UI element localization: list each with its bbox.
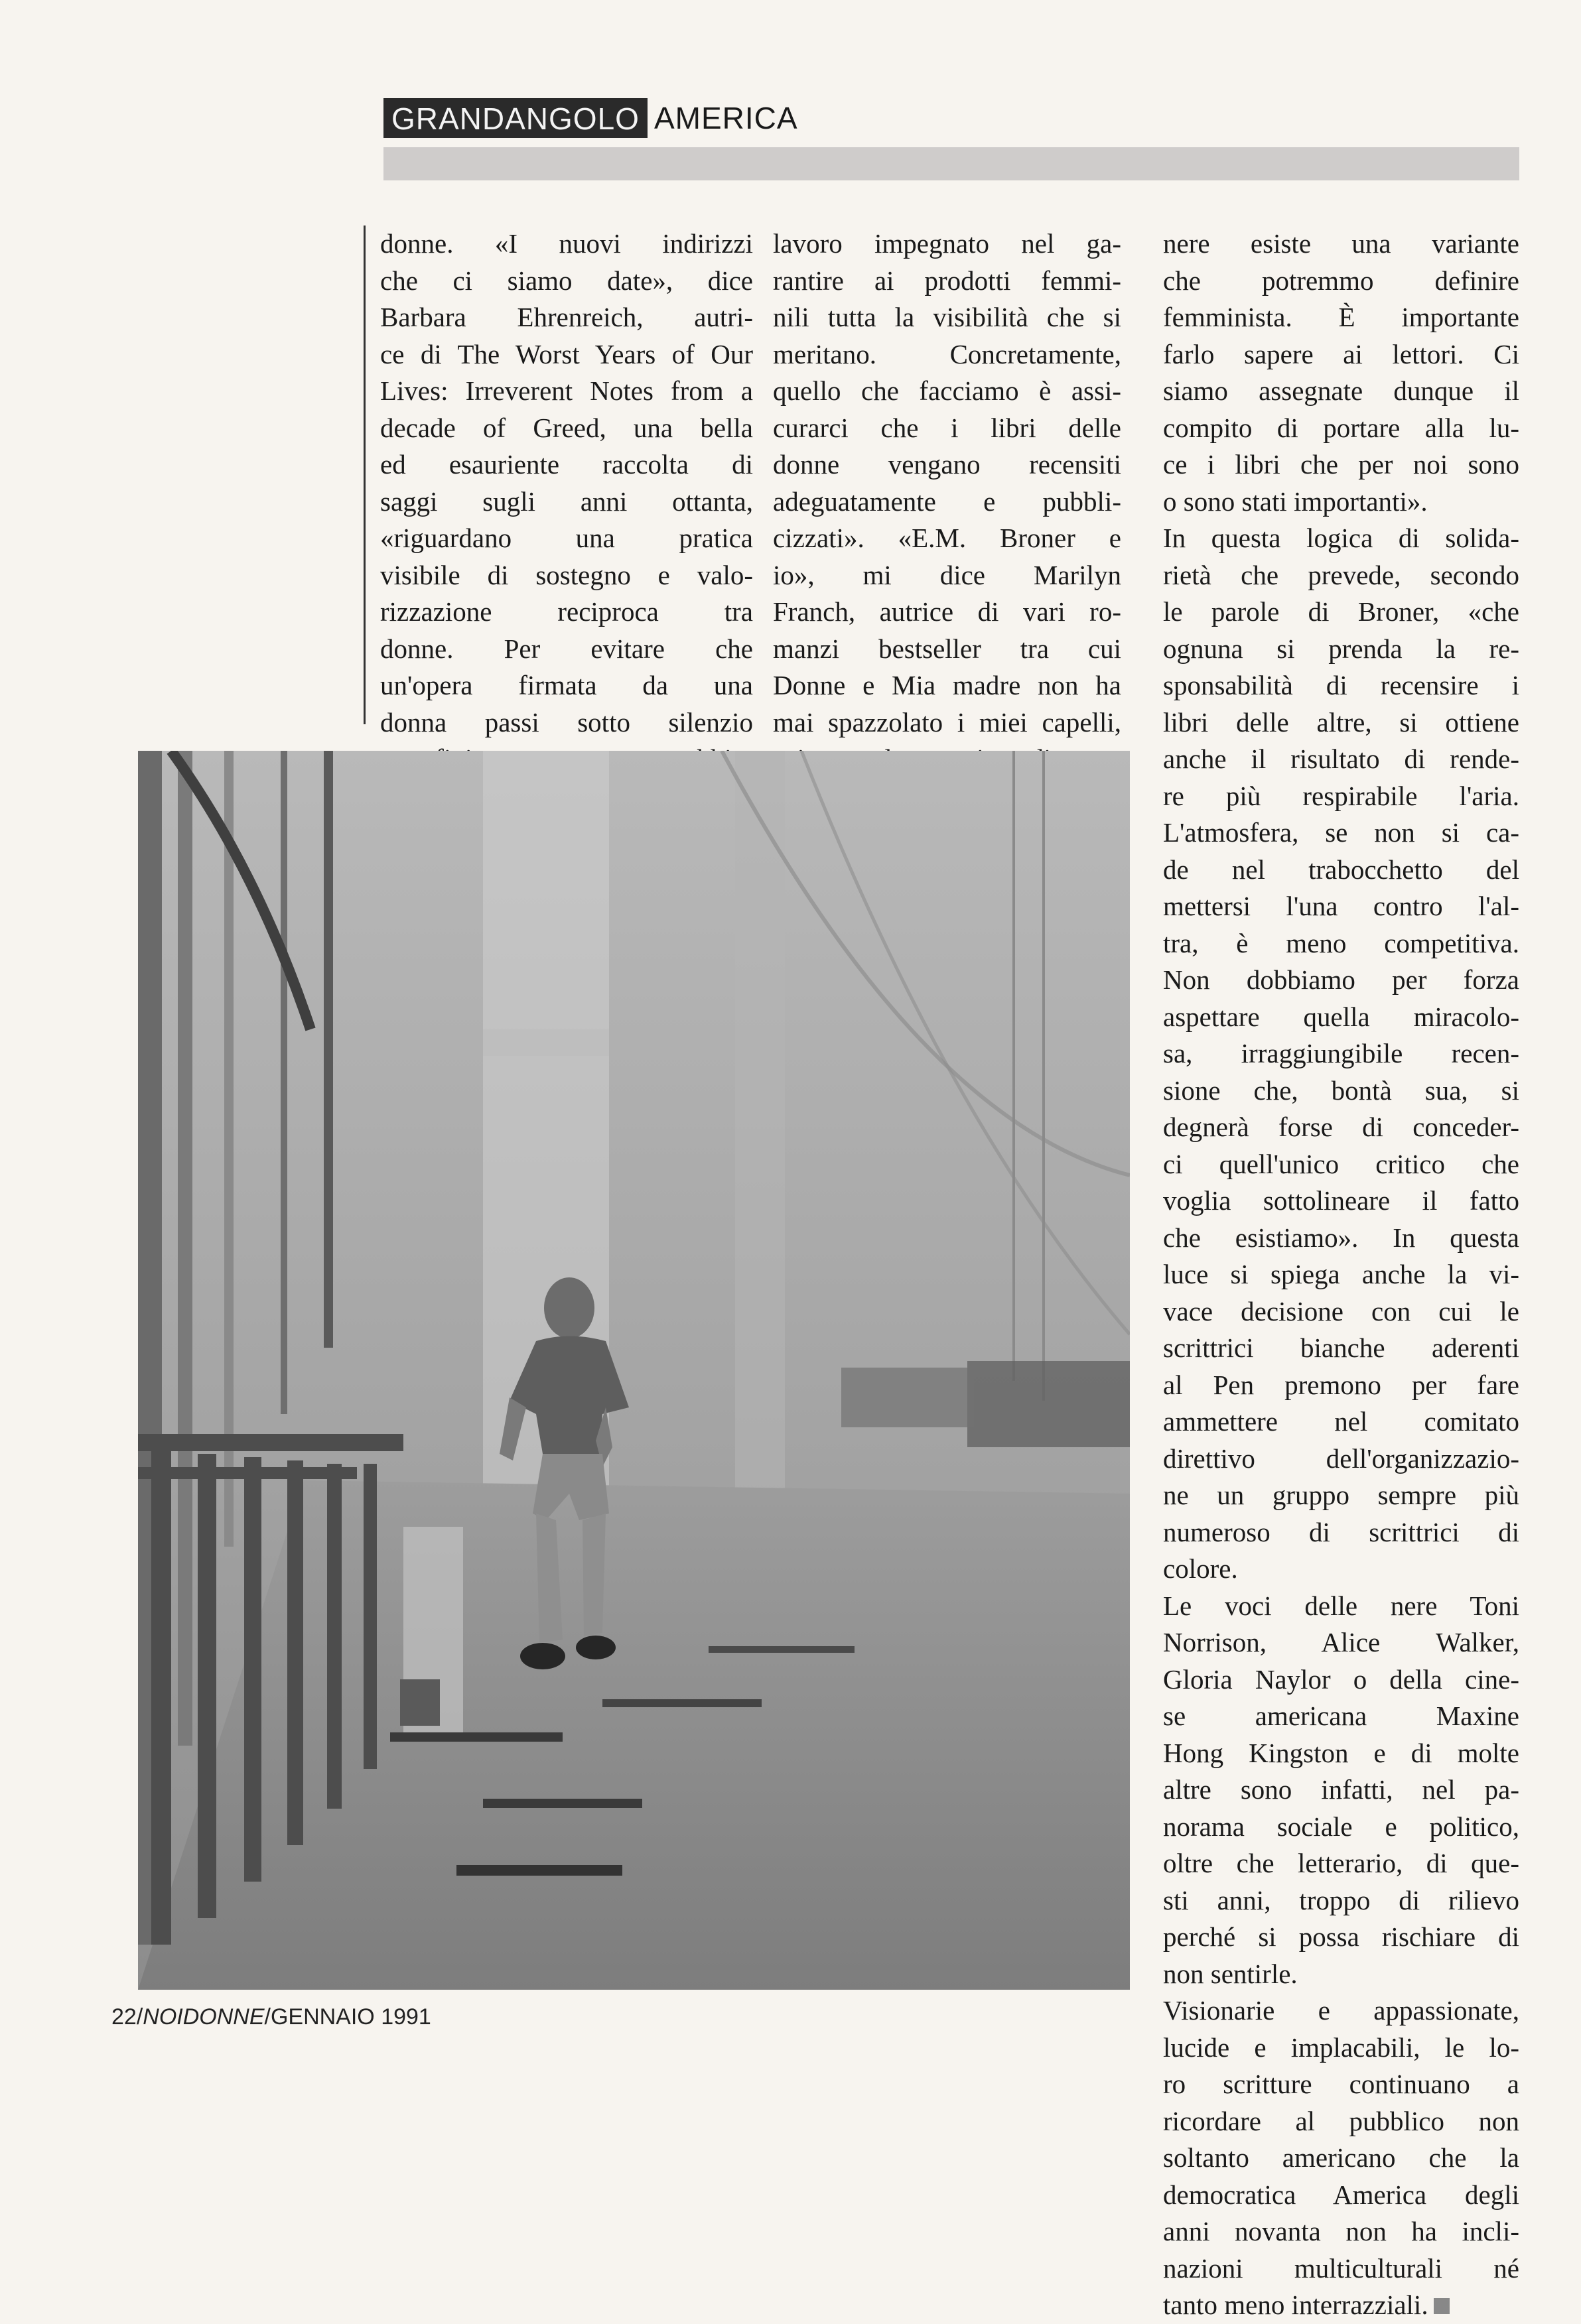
text-line: che esistiamo». In questa bbox=[1163, 1222, 1519, 1253]
text-line: curarci che i libri delle bbox=[773, 412, 1121, 443]
text-line: luce si spiega anche la vi- bbox=[1163, 1259, 1519, 1289]
text-line: Norrison, Alice Walker, bbox=[1163, 1627, 1519, 1657]
text-line: norama sociale e politico, bbox=[1163, 1811, 1519, 1842]
text-line: manzi bestseller tra cui bbox=[773, 633, 1121, 664]
text-line: farlo sapere ai lettori. Ci bbox=[1163, 338, 1519, 369]
text-line: numeroso di scrittrici di bbox=[1163, 1516, 1519, 1547]
text-line: perché si possa rischiare di bbox=[1163, 1921, 1519, 1952]
text-line: ed esauriente raccolta di bbox=[380, 449, 753, 480]
text-line: aspettare quella miracolo- bbox=[1163, 1001, 1519, 1032]
text-line: Hong Kingston e di molte bbox=[1163, 1737, 1519, 1768]
text-line: «riguardano una pratica bbox=[380, 523, 753, 553]
text-line: mai spazzolato i miei capelli, bbox=[773, 706, 1121, 738]
text-line: meritano. Concretamente, bbox=[773, 338, 1121, 369]
text-line: nere esiste una variante bbox=[1163, 228, 1519, 259]
text-line: ognuna si prenda la re- bbox=[1163, 633, 1519, 664]
text-line: visibile di sostegno e valo- bbox=[380, 559, 753, 590]
text-line: Visionarie e appassionate, bbox=[1163, 1995, 1519, 2026]
text-line: lucide e implacabili, le lo- bbox=[1163, 2032, 1519, 2063]
text-line: re più respirabile l'aria. bbox=[1163, 780, 1519, 811]
header-rule bbox=[383, 147, 1519, 180]
text-line: democratica America degli bbox=[1163, 2179, 1519, 2210]
text-line: nili tutta la visibilità che si bbox=[773, 302, 1121, 332]
text-line: ricordare al pubblico non bbox=[1163, 2105, 1519, 2136]
text-line: ce i libri che per noi sono bbox=[1163, 449, 1519, 480]
text-line: degnerà forse di conceder- bbox=[1163, 1112, 1519, 1142]
text-line: mettersi l'una contro l'al- bbox=[1163, 891, 1519, 921]
text-line: al Pen premono per fare bbox=[1163, 1369, 1519, 1400]
text-line: Le voci delle nere Toni bbox=[1163, 1590, 1519, 1621]
text-line: cizzati». «E.M. Broner e bbox=[773, 523, 1121, 553]
section-header bbox=[383, 98, 798, 138]
magazine-name: NOIDONNE bbox=[143, 2004, 265, 2030]
article-column-1 bbox=[364, 226, 753, 738]
text-line: rizzazione reciproca tra bbox=[380, 596, 753, 627]
text-line: sa, irraggiungibile recen- bbox=[1163, 1038, 1519, 1068]
text-line: anche il risultato di rende- bbox=[1163, 743, 1519, 774]
text-line: libri delle altre, si ottiene bbox=[1163, 706, 1519, 738]
text-line: donne. «I nuovi indirizzi bbox=[380, 228, 753, 259]
text-line: decade of Greed, una bella bbox=[380, 412, 753, 443]
text-line: rietà che prevede, secondo bbox=[1163, 559, 1519, 590]
text-line: lavoro impegnato nel ga- bbox=[773, 228, 1121, 259]
text-line: se americana Maxine bbox=[1163, 1701, 1519, 1731]
text-line: sione che, bontà sua, si bbox=[1163, 1074, 1519, 1106]
text-line: femminista. È importante bbox=[1163, 302, 1519, 332]
text-line: ce di The Worst Years of Our bbox=[380, 338, 753, 369]
issue-date: /GENNAIO 1991 bbox=[264, 2004, 431, 2030]
text-line: altre sono infatti, nel pa- bbox=[1163, 1774, 1519, 1805]
text-line: direttivo dell'organizzazio- bbox=[1163, 1443, 1519, 1474]
text-line: colore. bbox=[1163, 1553, 1238, 1584]
text-line: Donne e Mia madre non ha bbox=[773, 670, 1121, 700]
text-line: che potremmo definire bbox=[1163, 265, 1519, 296]
text-line: anni novanta non ha incli- bbox=[1163, 2216, 1519, 2246]
text-line: siamo assegnate dunque il bbox=[1163, 375, 1519, 406]
topic-label: AMERICA bbox=[653, 101, 798, 135]
text-line: donne. Per evitare che bbox=[380, 633, 753, 664]
text-line: adeguatamente e pubbli- bbox=[773, 485, 1121, 517]
text-line: che ci siamo date», dice bbox=[380, 265, 753, 296]
text-line: sponsabilità di recensire i bbox=[1163, 670, 1519, 700]
text-line: non sentirle. bbox=[1163, 1958, 1298, 1989]
text-line: donna passi sotto silenzio bbox=[380, 706, 753, 738]
text-line: ci quell'unico critico che bbox=[1163, 1148, 1519, 1179]
text-line: donne vengano recensiti bbox=[773, 449, 1121, 480]
text-line: vace decisione con cui le bbox=[1163, 1295, 1519, 1326]
article-column-3 bbox=[1163, 226, 1519, 2324]
text-line: un'opera firmata da una bbox=[380, 670, 753, 700]
text-line: compito di portare alla lu- bbox=[1163, 412, 1519, 443]
text-line: Barbara Ehrenreich, autri- bbox=[380, 302, 753, 332]
bridge-runner-photo bbox=[138, 751, 1130, 1990]
text-line: ro scritture continuano a bbox=[1163, 2069, 1519, 2099]
text-line: quello che facciamo è assi- bbox=[773, 375, 1121, 406]
text-line: de nel trabocchetto del bbox=[1163, 854, 1519, 885]
article-column-2 bbox=[773, 226, 1121, 814]
text-line: io», mi dice Marilyn bbox=[773, 559, 1121, 590]
text-line: Gloria Naylor o della cine- bbox=[1163, 1663, 1519, 1695]
text-line: tra, è meno competitiva. bbox=[1163, 927, 1519, 958]
section-label: GRANDANGOLO bbox=[383, 98, 648, 138]
text-line: nazioni multiculturali né bbox=[1163, 2252, 1519, 2284]
text-line: ne un gruppo sempre più bbox=[1163, 1480, 1519, 1510]
text-line-final bbox=[1163, 2287, 1519, 2324]
text-line: Franch, autrice di vari ro- bbox=[773, 596, 1121, 627]
text-line: Lives: Irreverent Notes from a bbox=[380, 375, 753, 406]
text-line: oltre che letterario, di que- bbox=[1163, 1848, 1519, 1878]
text-line: rantire ai prodotti femmi- bbox=[773, 265, 1121, 296]
text-line: saggi sugli anni ottanta, bbox=[380, 485, 753, 517]
text-line: In questa logica di solida- bbox=[1163, 523, 1519, 553]
end-of-article-mark bbox=[1434, 2298, 1450, 2314]
page-footer bbox=[111, 2004, 431, 2030]
text-line: Non dobbiamo per forza bbox=[1163, 964, 1519, 995]
text-line: ammettere nel comitato bbox=[1163, 1406, 1519, 1437]
text-line: scrittrici bianche aderenti bbox=[1163, 1332, 1519, 1363]
text-line: L'atmosfera, se non si ca- bbox=[1163, 817, 1519, 848]
text-line: voglia sottolineare il fatto bbox=[1163, 1185, 1519, 1216]
page-number: 22/ bbox=[111, 2004, 143, 2030]
text-line: tanto meno interrazziali. bbox=[1163, 2290, 1428, 2320]
text-line: le parole di Broner, «che bbox=[1163, 596, 1519, 627]
text-line: o sono stati importanti». bbox=[1163, 485, 1428, 517]
text-line: soltanto americano che la bbox=[1163, 2142, 1519, 2173]
text-line: sti anni, troppo di rilievo bbox=[1163, 1884, 1519, 1915]
